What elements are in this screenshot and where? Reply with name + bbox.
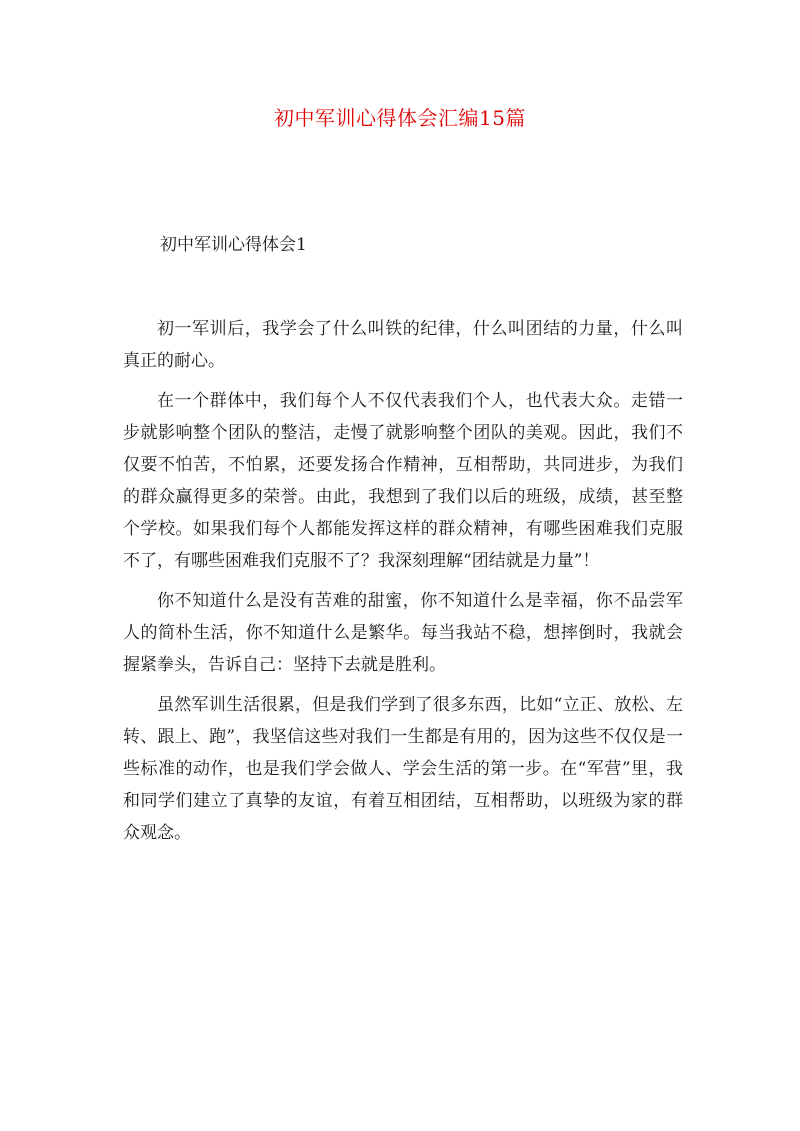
paragraph: 初一军训后，我学会了什么叫铁的纪律，什么叫团结的力量，什么叫真正的耐心。 xyxy=(123,319,683,371)
section-heading: 初中军训心得体会1 xyxy=(160,235,307,255)
document-body xyxy=(123,313,683,857)
document-title: 初中军训心得体会汇编15篇 xyxy=(274,106,526,130)
paragraph: 虽然军训生活很累，但是我们学到了很多东西，比如“立正、放松、左转、跟上、跑”，我坚信这些对我们一生都是有用的，因为这些不仅仅是一些标准的动作，也是我们学会做人、学会生活的第一步。在“军营”里，我和同学们建立了真挚的友谊，有着互相团结，互相帮助，以班级为家的群众观念。 xyxy=(123,695,683,843)
paragraph: 你不知道什么是没有苦难的甜蜜，你不知道什么是幸福，你不品尝军人的简朴生活，你不知道什么是繁华。每当我站不稳，想摔倒时，我就会握紧拳头，告诉自己：坚持下去就是胜利。 xyxy=(123,591,683,675)
paragraph: 在一个群体中，我们每个人不仅代表我们个人，也代表大众。走错一步就影响整个团队的整洁，走慢了就影响整个团队的美观。因此，我们不仅要不怕苦，不怕累，还要发扬合作精神，互相帮助，共同进步，为我们的群众赢得更多的荣誉。由此，我想到了我们以后的班级，成绩，甚至整个学校。如果我们每个人都能发挥这样的群众精神，有哪些困难我们克服不了，有哪些困难我们克服不了？我深刻理解“团结就是力量”！ xyxy=(123,391,683,571)
